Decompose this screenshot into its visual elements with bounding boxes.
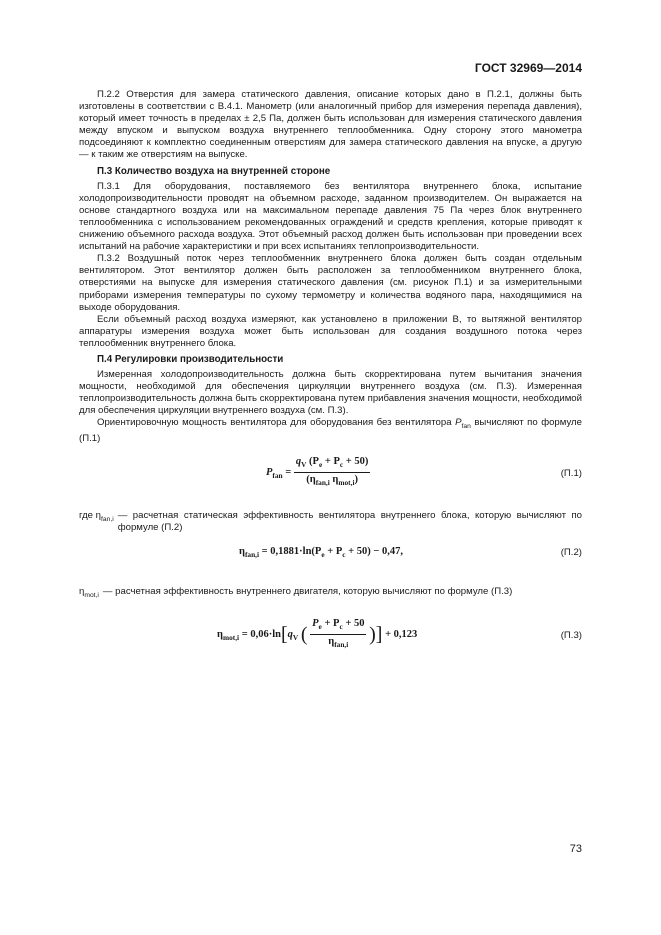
paragraph-p42 (79, 417, 582, 445)
formula-p1 (79, 452, 582, 502)
f3-lhs-sub: mot,i (222, 632, 240, 642)
f1-denominator (294, 473, 371, 489)
where-mot-eff-symbol (79, 586, 103, 602)
f3-pc: + P (321, 617, 340, 629)
f2-pc: + P (324, 545, 343, 557)
f1-close: ) (354, 473, 358, 485)
f3-paren-left: ( (300, 623, 308, 646)
paragraph-p31: П.3.1 Для оборудования, поставляемого без вентилятора внутреннего блока, испытание холодопроизводительности проводят на объемном расходе, заданном производителем. Он выражается на основе стандартного воздуха или на максимальном перепаде давления 75 Па через блок внутреннего теплообменника с использованием рекомендованных ограждений и средств крепления, которые приводят к снижению объемного расхода воздуха. Этот объемный расход должен быть использован при проведении всех испытаний на рабочие характеристики и при всех испытаниях теплопроизводительности. (79, 180, 582, 253)
formula-p3-expression (217, 618, 417, 651)
f3-eta-fan-sub: fan,i (334, 640, 349, 649)
where-mot-eff-description: — расчетная эффективность внутреннего двигателя, которую вычисляют по формуле (П.3) (102, 585, 513, 597)
p42-symbol: P (455, 417, 462, 429)
f2-pe-sub: e (321, 549, 325, 559)
f3-paren-right: ) (369, 623, 376, 646)
formula-p1-expression (266, 456, 370, 489)
f3-tail: + 0,123 (382, 628, 418, 640)
formula-p2 (79, 540, 582, 574)
f3-numerator (310, 618, 366, 635)
f2-tail: + 50) − 0,47, (345, 545, 403, 557)
formula-p1-number: (П.1) (560, 467, 582, 479)
f3-pe-sub: e (318, 621, 322, 631)
f1-pc-sub: c (339, 459, 344, 469)
where-fan-eff-description: — расчетная статическая эффективность вентилятора внутреннего блока, которую вычисляют по формуле (П.2) (117, 509, 582, 533)
f1-lhs-sub: fan (272, 470, 283, 480)
f1-pe: (P (309, 455, 319, 467)
f1-pc: + P (322, 455, 340, 467)
f1-qv-sub: V (301, 459, 307, 469)
f3-bracket-right: ] (375, 623, 383, 646)
f3-lhs: η (217, 628, 223, 640)
f3-coef: = 0,06·ln (239, 628, 281, 640)
formula-p2-expression (239, 546, 403, 561)
where-mot-eff (79, 586, 582, 602)
p42-text: Ориентировочную мощность вентилятора для оборудования без вентилятора (97, 417, 456, 429)
f3-bracket-left: [ (280, 623, 288, 646)
f2-pc-sub: c (342, 549, 346, 559)
where-mot-eta-sub: mot,i (84, 591, 99, 599)
p42-text-end: вычисляют по формуле (П.1) (79, 417, 582, 445)
page-number: 73 (569, 843, 582, 855)
f1-lhs: P (266, 466, 273, 478)
where-mot-eta: η (79, 585, 85, 597)
f1-eq: = (285, 466, 292, 478)
where-prefix: где (79, 509, 96, 521)
where-fan-eta-sub: fan,i (101, 515, 114, 523)
f1-eta-mot-sub: mot,i (338, 477, 355, 487)
page-content (79, 89, 582, 664)
formula-p2-number: (П.2) (560, 546, 582, 558)
f2-coef: = 0,1881·ln (259, 545, 312, 557)
f3-fraction (310, 618, 366, 651)
where-fan-eff-symbol (79, 510, 118, 534)
formula-p3 (79, 614, 582, 664)
formula-p3-number: (П.3) (560, 629, 582, 641)
f2-pe: (P (311, 545, 322, 557)
where-fan-eta: η (95, 509, 102, 521)
f1-pe-sub: e (318, 459, 323, 469)
section-heading-p4: П.4 Регулировки производительности (97, 353, 284, 365)
paragraph-p22: П.2.2 Отверстия для замера статического давления, описание которых дано в П.2.1, должны быть изготовлены в соответствии с В.4.1. Манометр (или аналогичный прибор для измерения перепада давления), который имеет точность в пределах ± 2,5 Па, должен быть использован для измерения статического давления между впуском и выпуском воздуха внутреннего теплообменника. Одну сторону этого манометра подсоединяют к комплектно соединенным отверстиям для замера статического давления на впуске, а другую — к таким же отверстиям на выпуске. (79, 89, 582, 161)
where-mot-eff-row (79, 586, 582, 602)
f3-qv-sub: V (292, 632, 299, 642)
f3-qv: q (287, 628, 293, 640)
standard-number: ГОСТ 32969—2014 (474, 61, 582, 75)
f2-lhs-sub: fan,i (244, 549, 260, 559)
paragraph-p41: Измеренная холодопроизводительность должна быть скорректирована путем вычитания значения мощности, необходимой для обеспечения циркуляции внутреннего воздуха (см. П.3). Измеренная теплопроизводительность должна быть скорректирована путем прибавления значения мощности, необходимой для обеспечения циркуляции внутреннего воздуха (см. П.3). (79, 369, 582, 417)
f1-qv: q (295, 455, 302, 467)
where-fan-eff-row (79, 510, 582, 534)
f1-eta-fan-sub: fan,i (315, 477, 330, 487)
where-fan-eff (79, 510, 582, 534)
section-heading-p3: П.3 Количество воздуха на внутренней стороне (97, 165, 331, 177)
f3-eta-fan: η (328, 635, 335, 647)
f3-denominator (310, 635, 366, 651)
f1-numerator (294, 456, 371, 473)
f2-lhs: η (239, 545, 245, 557)
f3-pc-sub: c (339, 621, 343, 631)
paragraph-p32: П.3.2 Воздушный поток через теплообменник внутреннего блока должен быть создан отдельным вентилятором. Этот вентилятор должен быть расположен за теплообменником внутреннего блока, отверстиями на выпуске для измерения статического давления (см. рисунок П.1) и за измерительными приборами измерения температуры по сухому термометру и количества водяного пара, находящимися на выходе оборудования. (79, 253, 582, 313)
f3-pe: P (312, 617, 319, 629)
f1-eta-fan: (η (306, 473, 316, 485)
f1-fraction (294, 456, 371, 489)
paragraph-p33: Если объемный расход воздуха измеряют, как установлено в приложении В, то вытяжной вентилятор аппаратуры измерения воздуха может быть использован для создания воздушного потока через теплообменник внутреннего блока. (79, 313, 582, 349)
f1-plus50: + 50) (343, 455, 369, 467)
p42-symbol-sub: fan (461, 423, 471, 431)
f1-eta-mot: η (329, 473, 339, 485)
f3-plus50: + 50 (342, 617, 365, 629)
